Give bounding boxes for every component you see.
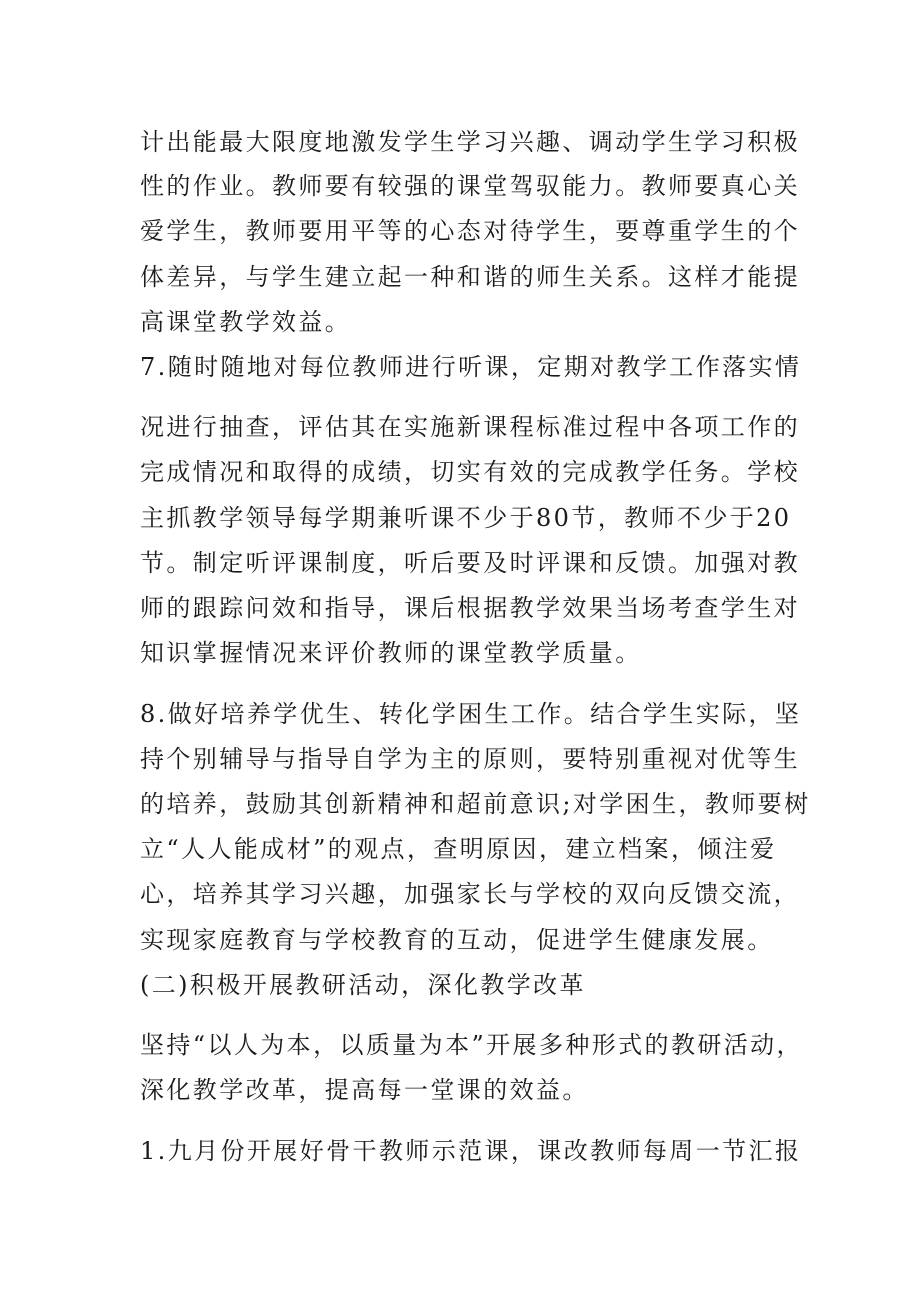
text-line: 体差异，与学生建立起一种和谐的师生关系。这样才能提 xyxy=(140,263,800,291)
section-heading: (二)积极开展教研活动，深化教学改革 xyxy=(140,971,586,999)
text-line: 实现家庭教育与学校教育的互动，促进学生健康发展。 xyxy=(140,926,774,954)
text-line: 完成情况和取得的成绩，切实有效的完成教学任务。学校 xyxy=(140,458,800,486)
text-line: 计出能最大限度地激发学生学习兴趣、调动学生学习积极 xyxy=(140,128,800,156)
text-line: 爱学生，教师要用平等的心态对待学生，要尊重学生的个 xyxy=(140,217,800,245)
text-line: 深化教学改革，提高每一堂课的效益。 xyxy=(140,1076,589,1104)
text-line: 节。制定听评课制度，听后要及时评课和反馈。加强对教 xyxy=(140,549,800,577)
text-line: 况进行抽查，评估其在实施新课程标准过程中各项工作的 xyxy=(140,413,800,441)
text-line: 师的跟踪问效和指导，课后根据教学效果当场考查学生对 xyxy=(140,594,800,622)
text-line: 坚持“以人为本，以质量为本”开展多种形式的教研活动， xyxy=(140,1031,803,1059)
text-line: 性的作业。教师要有较强的课堂驾驭能力。教师要真心关 xyxy=(140,172,800,200)
text-line: 主抓教学领导每学期兼听课不少于80节，教师不少于20 xyxy=(140,504,792,532)
text-line: 立“人人能成材”的观点，查明原因，建立档案，倾注爱 xyxy=(140,835,777,863)
text-line: 的培养，鼓励其创新精神和超前意识;对学困生，教师要树 xyxy=(140,790,811,818)
text-line: 1.九月份开展好骨干教师示范课，课改教师每周一节汇报 xyxy=(140,1137,802,1165)
text-line: 知识掌握情况来评价教师的课堂教学质量。 xyxy=(140,639,642,667)
text-line: 8.做好培养学优生、转化学困生工作。结合学生实际，坚 xyxy=(140,700,802,728)
text-line: 心，培养其学习兴趣，加强家长与学校的双向反馈交流， xyxy=(140,880,800,908)
text-line: 高课堂教学效益。 xyxy=(140,308,352,336)
text-line: 持个别辅导与指导自学为主的原则，要特别重视对优等生 xyxy=(140,745,800,773)
text-line: 7.随时随地对每位教师进行听课，定期对教学工作落实情 xyxy=(140,353,802,381)
